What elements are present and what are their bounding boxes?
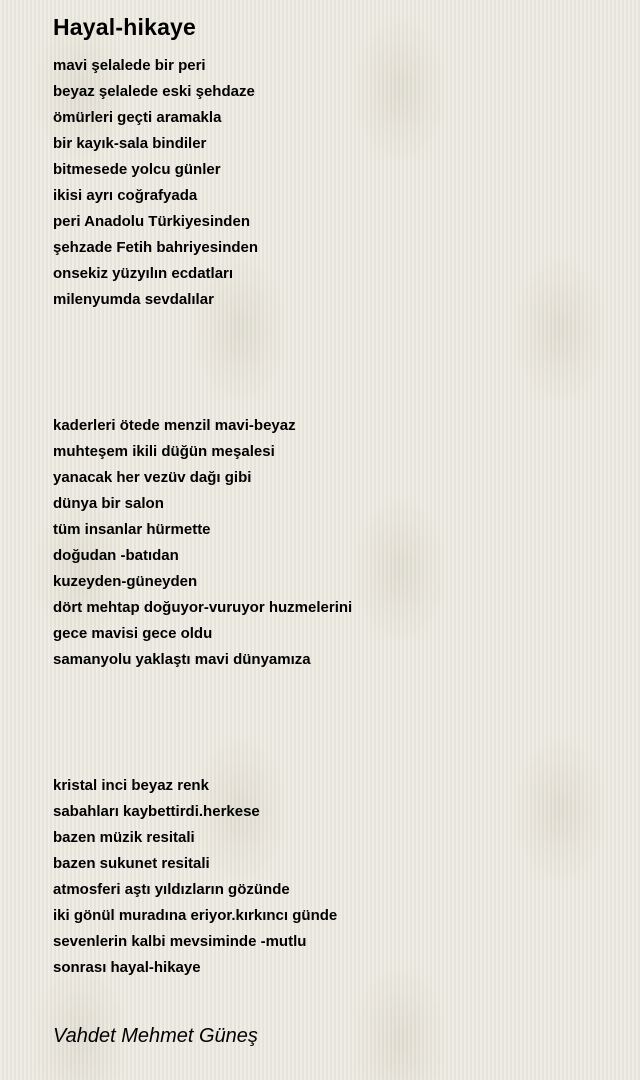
poem-line: dört mehtap doğuyor-vuruyor huzmelerini [53,599,353,616]
poem-line: onsekiz yüzyılın ecdatları [53,265,234,282]
poem-line: tüm insanlar hürmette [53,521,211,538]
poem-line: samanyolu yaklaştı mavi dünyamıza [53,651,311,668]
poem-line: milenyumda sevdalılar [53,291,214,308]
stanza-1 [53,53,613,313]
poem-line: beyaz şelalede eski şehdaze [53,83,255,100]
poem-author: Vahdet Mehmet Güneş [53,1025,258,1047]
poem-line: sonrası hayal-hikaye [53,959,201,976]
poem-line: kristal inci beyaz renk [53,777,209,794]
poem-title: Hayal-hikaye [53,14,197,40]
poem-line: bitmesede yolcu günler [53,161,221,178]
poem-line: sevenlerin kalbi mevsiminde -mutlu [53,933,307,950]
poem-line: doğudan -batıdan [53,547,179,564]
poem-line: bazen müzik resitali [53,829,195,846]
poem-line: iki gönül muradına eriyor.kırkıncı günde [53,907,338,924]
poem-line: kuzeyden-güneyden [53,573,198,590]
poem-line: kaderleri ötede menzil mavi-beyaz [53,417,296,434]
poem-line: sabahları kaybettirdi.herkese [53,803,260,820]
poem-line: şehzade Fetih bahriyesinden [53,239,259,256]
stanza-2 [53,413,613,673]
poem-line: ömürleri geçti aramakla [53,109,222,126]
poem-page [53,10,613,1049]
poem-line: yanacak her vezüv dağı gibi [53,469,252,486]
poem-line: ikisi ayrı coğrafyada [53,187,198,204]
poem-line: muhteşem ikili düğün meşalesi [53,443,275,460]
poem-line: atmosferi aştı yıldızların gözünde [53,881,290,898]
poem-body [53,53,613,981]
poem-line: dünya bir salon [53,495,164,512]
poem-line: gece mavisi gece oldu [53,625,213,642]
stanza-3 [53,773,613,981]
poem-line: peri Anadolu Türkiyesinden [53,213,250,230]
poem-line: bir kayık-sala bindiler [53,135,207,152]
poem-line: mavi şelalede bir peri [53,57,206,74]
poem-line: bazen sukunet resitali [53,855,210,872]
